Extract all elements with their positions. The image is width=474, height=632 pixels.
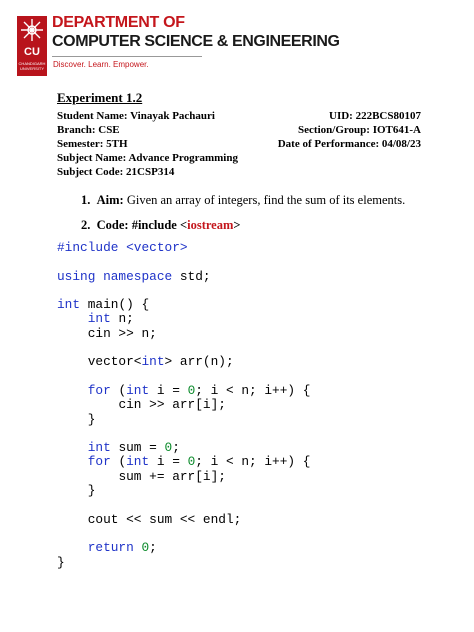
- aim-label: Aim:: [96, 193, 124, 207]
- code-token: }: [87, 483, 96, 499]
- semester: Semester: 5TH: [57, 138, 128, 150]
- code-token: sum += arr[i];: [118, 468, 226, 484]
- code-token: for: [87, 454, 111, 470]
- code-token: i =: [149, 454, 188, 470]
- code-block: [57, 241, 310, 570]
- code-token: std;: [172, 268, 211, 284]
- code-line-11: [57, 454, 310, 469]
- aim-text: Given an array of integers, find the sum of its elements.: [123, 193, 406, 207]
- code-token: #include: [57, 240, 119, 255]
- subject-code: Subject Code: 21CSP314: [57, 166, 175, 178]
- code-token: cout << sum << endl;: [87, 511, 242, 527]
- experiment-title: Experiment 1.2: [57, 90, 143, 105]
- code-token: 0: [141, 540, 150, 556]
- tagline: Discover. Learn. Empower.: [53, 60, 149, 69]
- student-name: Student Name: Vinayak Pachauri: [57, 110, 215, 122]
- university-logo: [17, 16, 47, 76]
- code-token: (: [110, 454, 127, 470]
- department-title-line1: DEPARTMENT OF: [52, 14, 185, 31]
- code-line-8: [57, 397, 226, 412]
- code-line-9: [57, 412, 95, 427]
- code-token: 0: [187, 454, 196, 470]
- code-token: 0: [187, 382, 196, 398]
- code-line-6: [57, 354, 234, 369]
- code-token: ; i < n; i++) {: [195, 382, 311, 398]
- code-token: ;: [172, 440, 180, 456]
- code-label: Code:: [96, 218, 129, 232]
- aim-number: 1.: [81, 193, 91, 207]
- code-line-10: [57, 440, 180, 455]
- code-number: 2.: [81, 218, 91, 232]
- code-token: int: [126, 382, 150, 398]
- logo-subtext: CHANDIGARH UNIVERSITY: [18, 61, 46, 71]
- code-token: 0: [164, 440, 173, 456]
- code-token: }: [57, 554, 65, 570]
- code-token: (: [110, 382, 127, 398]
- subject-name: Subject Name: Advance Programming: [57, 152, 238, 164]
- code-token: int: [126, 454, 150, 470]
- code-token: }: [87, 411, 96, 427]
- code-token: int: [57, 297, 81, 313]
- code-line-1: [57, 240, 188, 255]
- uid: UID: 222BCS80107: [329, 110, 421, 122]
- code-line-4: [57, 311, 134, 326]
- code-line-5: [57, 326, 157, 341]
- star-emblem-icon: [20, 18, 44, 42]
- code-token: int: [141, 354, 165, 370]
- date-of-performance: Date of Performance: 04/08/23: [277, 138, 421, 150]
- code-include-text: #include <: [128, 218, 188, 232]
- code-token: > arr(n);: [164, 354, 234, 370]
- code-iostream-text: iostream: [187, 218, 234, 232]
- code-line-3: [57, 297, 149, 312]
- code-token: int: [87, 440, 111, 456]
- code-token: vector<: [87, 354, 142, 370]
- code-token: return: [87, 540, 134, 556]
- code-token: cin >> arr[i];: [118, 397, 226, 413]
- code-token: ; i < n; i++) {: [195, 454, 311, 470]
- logo-text: CU: [24, 46, 40, 58]
- code-token: ;: [149, 540, 157, 556]
- code-token: n;: [110, 311, 134, 327]
- code-line-12: [57, 469, 226, 484]
- section-group: Section/Group: IOT641-A: [298, 124, 421, 136]
- code-line-13: [57, 483, 95, 498]
- code-line-15: [57, 540, 157, 555]
- code-token: <vector>: [126, 240, 188, 255]
- code-line-16: [57, 555, 65, 570]
- code-token: sum =: [110, 440, 165, 456]
- code-line-14: [57, 512, 241, 527]
- code-token: cin >> n;: [87, 325, 157, 341]
- code-token: i =: [149, 382, 188, 398]
- code-heading-item: [81, 218, 241, 233]
- code-token: for: [87, 382, 111, 398]
- code-line-2: [57, 269, 211, 284]
- branch: Branch: CSE: [57, 124, 120, 136]
- code-include-close: >: [233, 218, 241, 232]
- code-line-7: [57, 383, 310, 398]
- aim-item: [81, 193, 405, 208]
- code-token: main() {: [80, 297, 150, 313]
- department-title-line2: COMPUTER SCIENCE & ENGINEERING: [52, 33, 340, 50]
- document-header: [0, 0, 474, 80]
- header-divider: [52, 56, 202, 57]
- code-token: using namespace: [57, 268, 173, 284]
- code-token: int: [87, 311, 111, 327]
